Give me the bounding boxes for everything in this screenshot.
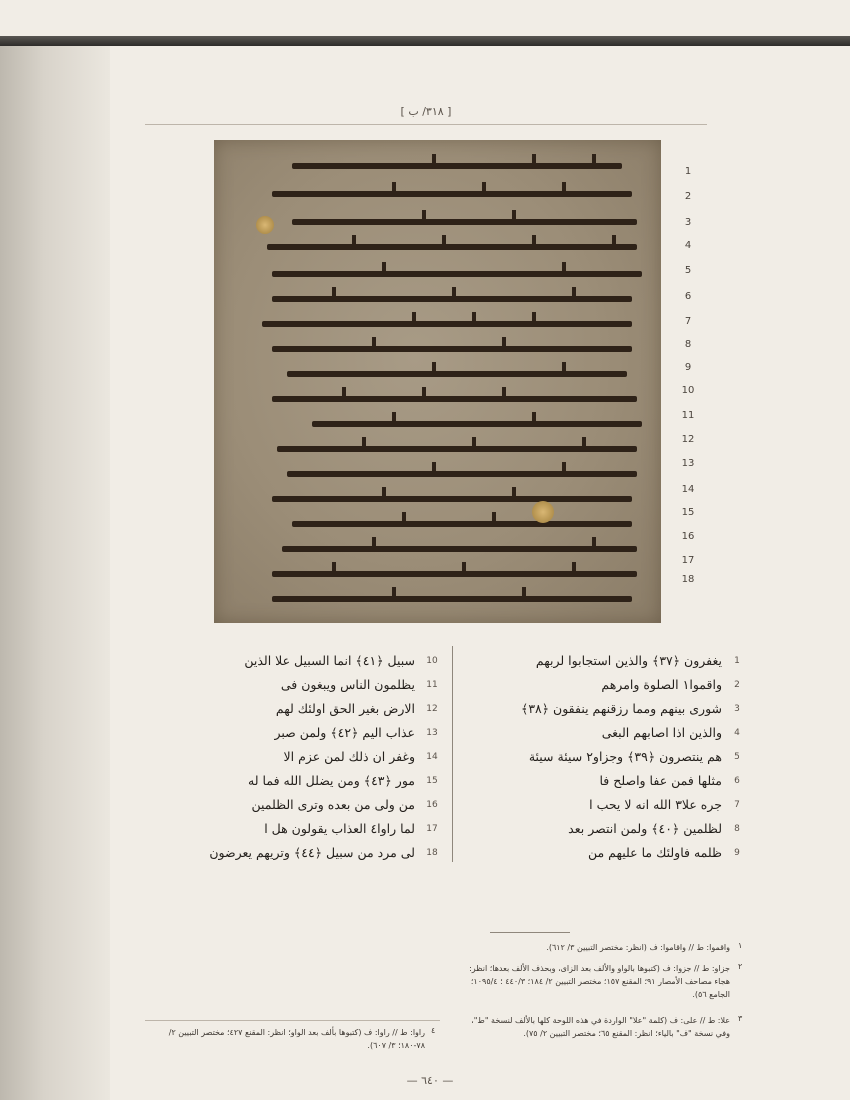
manuscript-line xyxy=(232,362,643,386)
transcription-line-number: 16 xyxy=(426,800,438,810)
transcription-line-number: 2 xyxy=(734,680,740,690)
transcription-line: لما راوا٤ العذاب يقولون هل ا xyxy=(264,821,415,836)
manuscript-line xyxy=(232,487,643,511)
column-divider xyxy=(452,646,453,862)
manuscript-line xyxy=(232,437,643,461)
transcription-line-number: 10 xyxy=(426,656,438,666)
transcription-line-number: 6 xyxy=(734,776,740,786)
transcription-line: سبيل ﴿٤١﴾ انما السبيل علا الذين xyxy=(244,653,415,668)
transcription-line-number: 8 xyxy=(734,824,740,834)
footnote-number: ٢ xyxy=(738,962,743,971)
manuscript-line-number: 17 xyxy=(681,555,695,566)
manuscript-line xyxy=(232,235,643,259)
verse-rosette-icon xyxy=(532,501,554,523)
manuscript-line xyxy=(232,412,643,436)
transcription-line: عذاب اليم ﴿٤٢﴾ ولمن صبر xyxy=(274,725,415,740)
folio-header: [ ٣١٨/ ب ] xyxy=(400,105,452,118)
manuscript-line-number: 7 xyxy=(684,316,692,327)
manuscript-line xyxy=(232,462,643,486)
manuscript-line-number: 2 xyxy=(684,191,692,202)
manuscript-line-number: 13 xyxy=(681,458,695,469)
manuscript-line-number: 3 xyxy=(684,217,692,228)
manuscript-line-number: 18 xyxy=(681,574,695,585)
manuscript-line xyxy=(232,587,643,611)
footnote-text: علا: ط // على: ف (كلمة "علا" الواردة في هذه اللوحة كلها بالألف لنسخة "ط"، وفي نسخة "ف" بالياء؛ انظر: المقنع ٦٥؛ مختصر التبيين ٢/ ٧٥). xyxy=(471,1016,730,1038)
page-number: — ٦٤٠ — xyxy=(406,1074,454,1087)
transcription-line-number: 17 xyxy=(426,824,438,834)
verse-marker-icon xyxy=(256,216,274,234)
transcription-line: ظلمه فاولئك ما عليهم من xyxy=(587,845,722,860)
manuscript-line xyxy=(232,562,643,586)
manuscript-line xyxy=(232,537,643,561)
manuscript-line xyxy=(232,312,643,336)
transcription-line: من ولى من بعده وترى الظلمين xyxy=(251,797,415,812)
transcription-line: مثلها فمن عفا واصلح فا xyxy=(599,773,722,788)
manuscript-line-number: 16 xyxy=(681,531,695,542)
manuscript-line-number: 9 xyxy=(684,362,692,373)
header-rule xyxy=(145,124,707,125)
manuscript-line-number: 10 xyxy=(681,385,695,396)
manuscript-line-number: 15 xyxy=(681,507,695,518)
transcription-line-number: 4 xyxy=(734,728,740,738)
manuscript-line-number: 4 xyxy=(684,240,692,251)
manuscript-line xyxy=(232,512,643,536)
transcription-line: الارض بغير الحق اولئك لهم xyxy=(275,701,415,716)
transcription-line-number: 15 xyxy=(426,776,438,786)
manuscript-line xyxy=(232,262,643,286)
transcription-line-number: 1 xyxy=(734,656,740,666)
transcription-line: هم ينتصرون ﴿٣٩﴾ وجزاو٢ سيئة سيئة xyxy=(528,749,722,764)
manuscript-line-number: 6 xyxy=(684,291,692,302)
transcription-line-number: 13 xyxy=(426,728,438,738)
manuscript-line-number: 1 xyxy=(684,166,692,177)
manuscript-line xyxy=(232,287,643,311)
transcription-line-number: 11 xyxy=(426,680,438,690)
transcription-line: يغفرون ﴿٣٧﴾ والذين استجابوا لربهم xyxy=(535,653,722,668)
footnote-number: ١ xyxy=(738,941,743,950)
transcription-line: لظلمين ﴿٤٠﴾ ولمن انتصر بعد xyxy=(568,821,722,836)
transcription-line: والذين اذا اصابهم البغى xyxy=(601,725,722,740)
manuscript-line xyxy=(232,154,643,178)
manuscript-line xyxy=(232,337,643,361)
transcription-line-number: 18 xyxy=(426,848,438,858)
transcription-line-number: 12 xyxy=(426,704,438,714)
transcription-line: مور ﴿٤٣﴾ ومن يضلل الله فما له xyxy=(248,773,415,788)
transcription-line-number: 3 xyxy=(734,704,740,714)
manuscript-line-number: 14 xyxy=(681,484,695,495)
footnote-rule-left xyxy=(145,1020,440,1021)
footnote-text: جزاو: ط // جزوا: ف (كتبوها بالواو والألف بعد الزاى، وبحذف الألف بعدها؛ انظر: هجاء مصاحف الأمصار ٩١؛ المقنع ١٥٧؛ مختصر التبيين ٢/ ١٨٤؛ ٤٤٠/٣ ؛ ١٠٩٥/٤؛ الجامع ٥٦). xyxy=(469,964,730,999)
transcription-line: لى مرد من سبيل ﴿٤٤﴾ وتريهم يعرضون xyxy=(209,845,415,860)
footnote-text: راوا: ط // راوا: ف (كتبوها بألف بعد الواو؛ انظر: المقنع ٤٢٧؛ مختصر التبيين ٢/ ٧٨-١٨٠؛ ٣/ ٦٠٧). xyxy=(168,1028,425,1050)
transcription-line: يظلمون الناس ويبغون فى xyxy=(280,677,415,692)
transcription-line: واقموا١ الصلوة وامرهم xyxy=(601,677,722,692)
book-spine-band xyxy=(0,36,850,46)
transcription-line: شورى بينهم ومما رزقنهم ينفقون ﴿٣٨﴾ xyxy=(520,701,722,716)
transcription-line-number: 7 xyxy=(734,800,740,810)
transcription-line-number: 9 xyxy=(734,848,740,858)
manuscript-line xyxy=(232,387,643,411)
transcription-line: وغفر ان ذلك لمن عزم الا xyxy=(283,749,415,764)
manuscript-image xyxy=(214,140,661,623)
footnote-number: ٤ xyxy=(431,1026,436,1035)
transcription-line-number: 5 xyxy=(734,752,740,762)
manuscript-line-number: 11 xyxy=(681,410,695,421)
footnote-number: ٣ xyxy=(738,1014,743,1023)
transcription-line: جره علا٣ الله انه لا يحب ا xyxy=(589,797,722,812)
manuscript-line-number: 8 xyxy=(684,339,692,350)
manuscript-line-number: 12 xyxy=(681,434,695,445)
manuscript-line-number: 5 xyxy=(684,265,692,276)
footnote-rule xyxy=(490,932,570,933)
manuscript-line xyxy=(232,210,643,234)
footnote-text: واقموا: ط // واقاموا: ف (انظر: مختصر التبيين ٣/ ٦١٢). xyxy=(546,943,730,952)
page-gutter-shadow xyxy=(0,46,110,1100)
transcription-line-number: 14 xyxy=(426,752,438,762)
manuscript-line xyxy=(232,182,643,206)
